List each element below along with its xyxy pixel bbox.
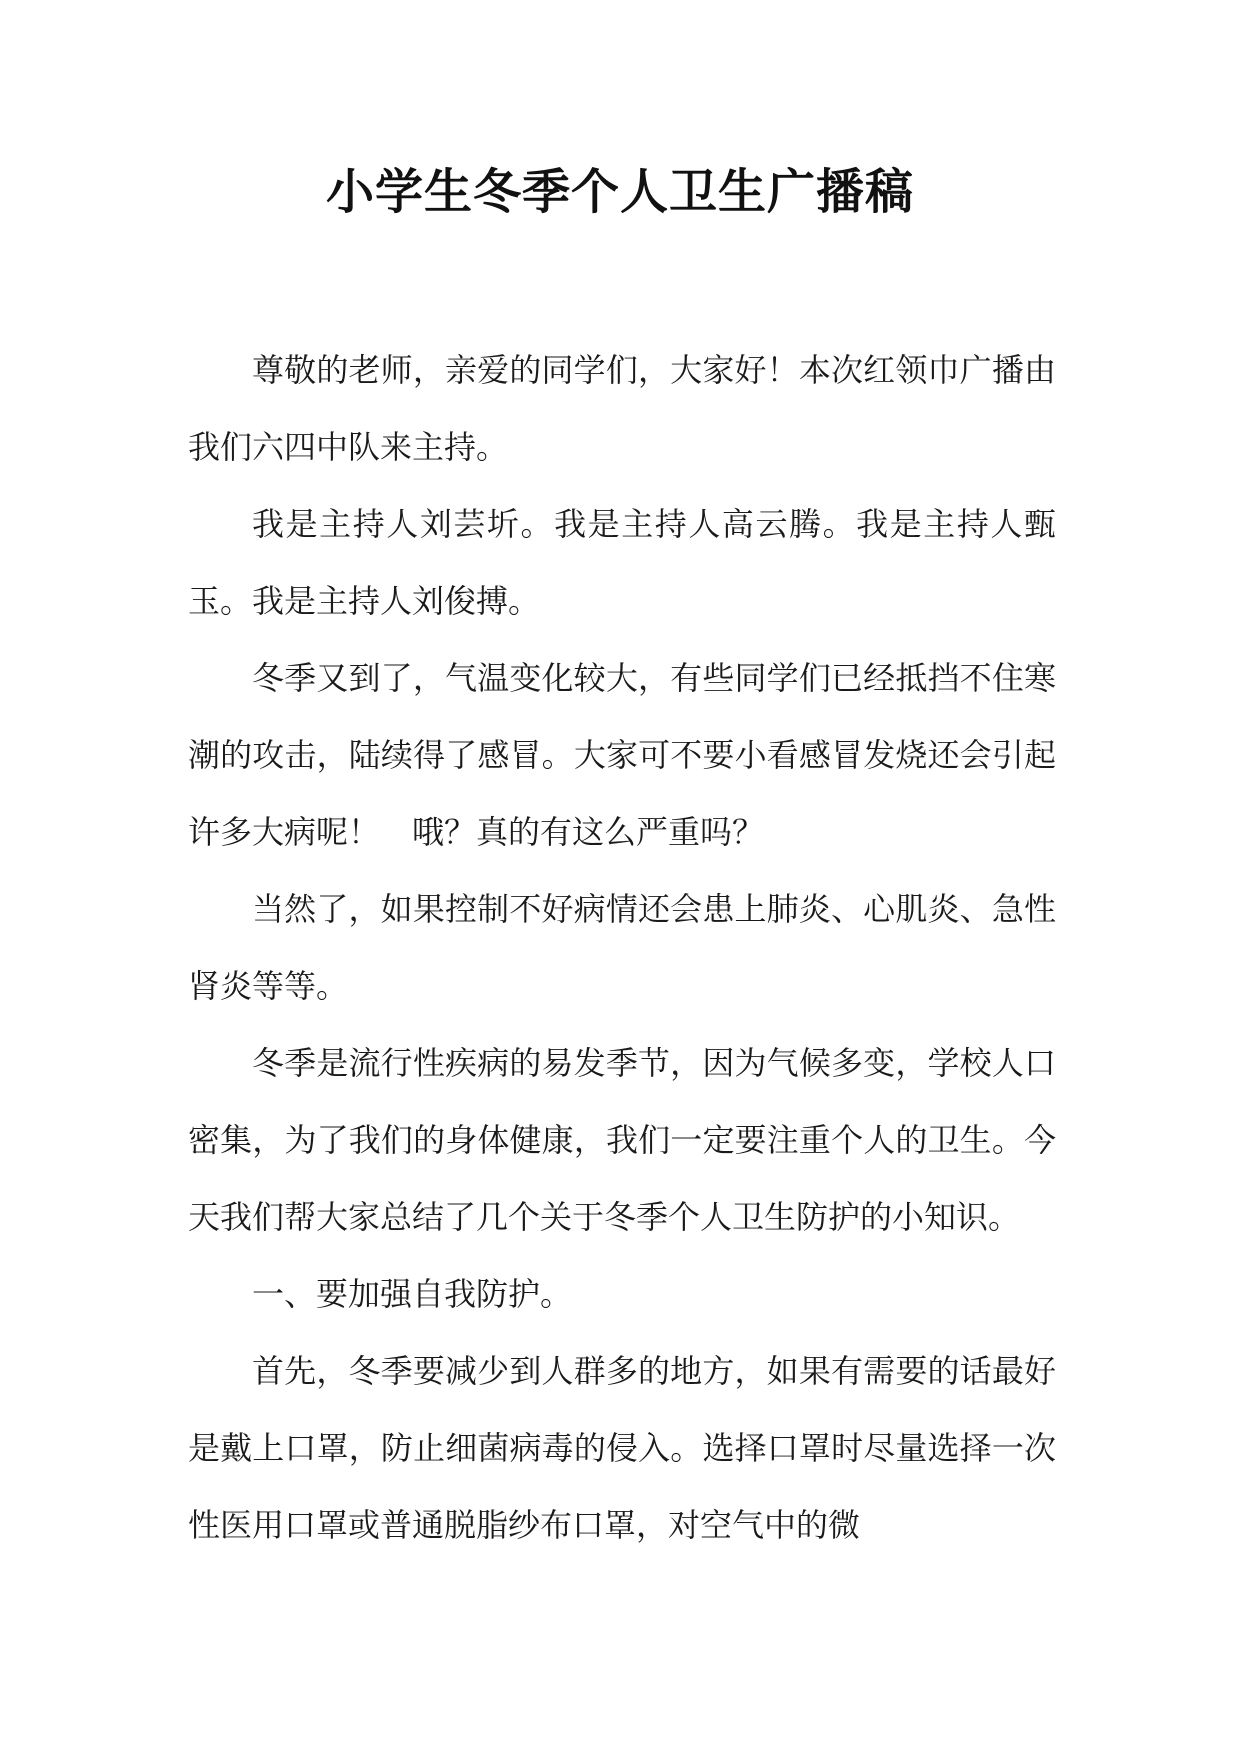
paragraph-hosts: 我是主持人刘芸圻。我是主持人高云腾。我是主持人甄玉。我是主持人刘俊搏。 [188, 505, 1056, 620]
paragraph-diseases: 当然了，如果控制不好病情还会患上肺炎、心肌炎、急性肾炎等等。 [188, 890, 1056, 1005]
paragraph-greeting: 尊敬的老师，亲爱的同学们，大家好！本次红领巾广播由我们六四中队来主持。 [188, 351, 1056, 466]
paragraph-mask-advice: 首先，冬季要减少到人群多的地方，如果有需要的话最好是戴上口罩，防止细菌病毒的侵入。选择口罩时尽量选择一次性医用口罩或普通脱脂纱布口罩，对空气中的微 [188, 1352, 1056, 1544]
paragraph-winter-cold: 冬季又到了，气温变化较大，有些同学们已经抵挡不住寒潮的攻击，陆续得了感冒。大家可不要小看感冒发烧还会引起许多大病呢！ 哦？真的有这么严重吗？ [188, 659, 1056, 851]
paragraph-section-heading: 一、要加强自我防护。 [252, 1275, 573, 1313]
paragraph-hygiene-intro: 冬季是流行性疾病的易发季节，因为气候多变，学校人口密集，为了我们的身体健康，我们一定要注重个人的卫生。今天我们帮大家总结了几个关于冬季个人卫生防护的小知识。 [188, 1044, 1056, 1236]
document-title: 小学生冬季个人卫生广播稿 [325, 164, 914, 220]
document-body [188, 332, 1056, 1564]
